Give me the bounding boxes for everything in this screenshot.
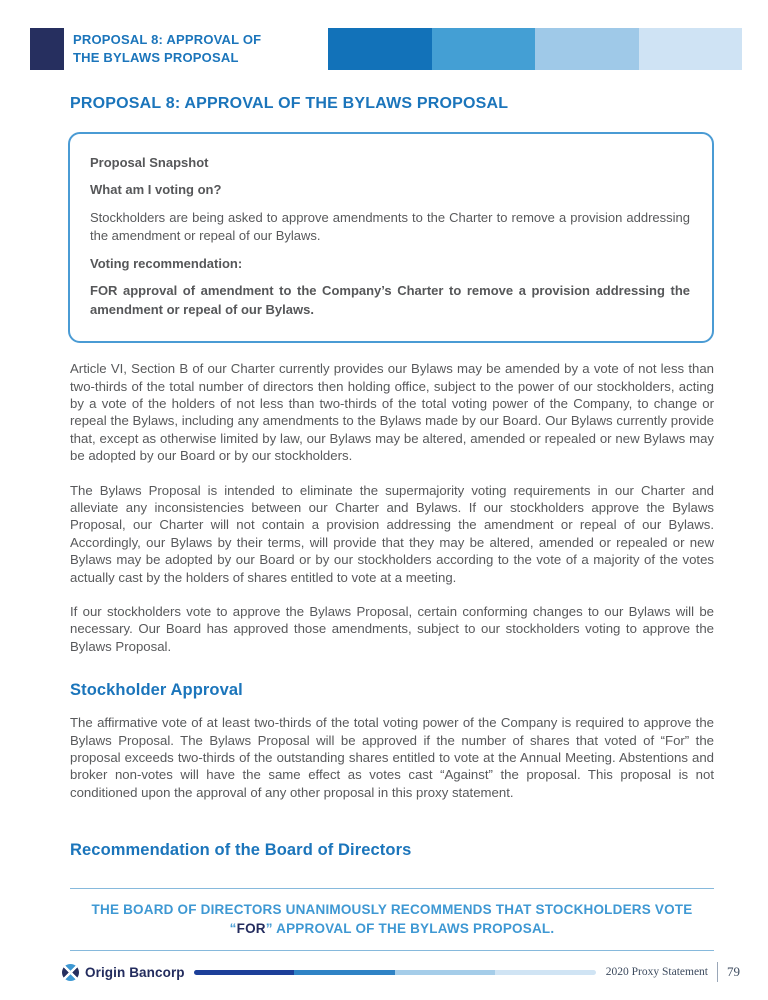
snapshot-question-label: What am I voting on? bbox=[90, 182, 222, 198]
page-footer bbox=[62, 960, 740, 984]
footer-brand-name: Origin Bancorp bbox=[85, 964, 185, 980]
header-accent-square bbox=[30, 28, 64, 70]
footer-gradient-segment-3 bbox=[395, 970, 496, 975]
snapshot-question-text: Stockholders are being asked to approve amendments to the Charter to remove a provision addressing the amendment or repeal of our Bylaws. bbox=[90, 209, 690, 244]
section-heading-stockholder-approval: Stockholder Approval bbox=[70, 681, 243, 700]
header-gradient-segment-3 bbox=[535, 28, 639, 70]
paragraph-conforming-changes: If our stockholders vote to approve the Bylaws Proposal, certain conforming changes to our Bylaws will be necessary. Our Board has approved those amendments, subject to our stockholders voting to approve the Bylaws Proposal. bbox=[70, 604, 714, 654]
board-recommendation-banner bbox=[70, 888, 714, 951]
header-eyebrow-line1: PROPOSAL 8: APPROVAL OF bbox=[73, 32, 262, 47]
paragraph-bylaws-proposal-intent: The Bylaws Proposal is intended to eliminate the supermajority voting requirements in our Charter and alleviate any inconsistencies between our Charter and Bylaws. If our stockholders approve the Bylaws Proposal, our Charter will not contain a provision addressing the amendment or repeal of our Bylaws. Accordingly, our Bylaws by their terms, will provide that they may be altered, amended or repealed or new Bylaws may be adopted by our Board or by our stockholders according to the vote of a majority of the votes actually cast by the holders of shares entitled to vote at a meeting. bbox=[70, 482, 714, 585]
footer-document-title: 2020 Proxy Statement bbox=[605, 966, 708, 978]
page-title: PROPOSAL 8: APPROVAL OF THE BYLAWS PROPOSAL bbox=[70, 95, 509, 112]
snapshot-heading: Proposal Snapshot bbox=[90, 155, 209, 170]
footer-gradient-segment-4 bbox=[495, 970, 596, 975]
footer-page-number: 79 bbox=[727, 964, 740, 979]
header-gradient-segment-1 bbox=[328, 28, 432, 70]
page-header bbox=[30, 28, 742, 70]
banner-for-emphasis: FOR bbox=[236, 921, 266, 937]
origin-bancorp-logo-icon bbox=[62, 964, 79, 981]
footer-gradient-bar bbox=[194, 970, 596, 975]
footer-divider bbox=[717, 962, 718, 982]
header-gradient-segment-2 bbox=[432, 28, 536, 70]
footer-gradient-segment-2 bbox=[294, 970, 395, 975]
stockholder-approval-text: The affirmative vote of at least two-thirds of the total voting power of the Company is required to approve the Bylaws Proposal. The Bylaws Proposal will be approved if the number of shares that voted of “For” the proposal exceeds two-thirds of the outstanding shares entitled to vote at the Annual Meeting. Abstentions and broker non-votes will have the same effect as votes cast “Against” the proposal. This proposal is not conditioned upon the approval of any other proposal in this proxy statement. bbox=[70, 715, 714, 800]
footer-gradient-segment-1 bbox=[194, 970, 295, 975]
section-heading-board-recommendation: Recommendation of the Board of Directors bbox=[70, 841, 412, 860]
banner-text-post: ” APPROVAL OF THE BYLAWS PROPOSAL. bbox=[265, 921, 555, 937]
header-eyebrow-line2: THE BYLAWS PROPOSAL bbox=[73, 49, 239, 65]
header-eyebrow-title bbox=[73, 28, 323, 70]
header-gradient-segment-4 bbox=[639, 28, 743, 70]
paragraph-charter-provision: Article VI, Section B of our Charter currently provides our Bylaws may be amended by a vote of not less than two-thirds of the total number of directors then holding office, subject to the power of our stockholders, acting by a vote of the holders of not less than two-thirds of the total voting power of the Company, to change or repeal the Bylaws, including any amendments to the Bylaws made by our Board. Our Bylaws currently provide that, except as otherwise limited by law, our Bylaws may be altered, amended or repealed or new Bylaws may be adopted by our Board or by our stockholders. bbox=[70, 361, 714, 464]
snapshot-recommendation-label: Voting recommendation: bbox=[90, 255, 243, 271]
proposal-snapshot-box bbox=[68, 132, 714, 343]
banner-text-pre: THE BOARD OF DIRECTORS UNANIMOUSLY RECOMMENDS THAT STOCKHOLDERS VOTE “ bbox=[91, 902, 693, 937]
header-gradient-bar bbox=[328, 28, 742, 70]
snapshot-recommendation-text: FOR approval of amendment to the Company’s Charter to remove a provision addressing the amendment or repeal of our Bylaws. bbox=[90, 283, 690, 317]
